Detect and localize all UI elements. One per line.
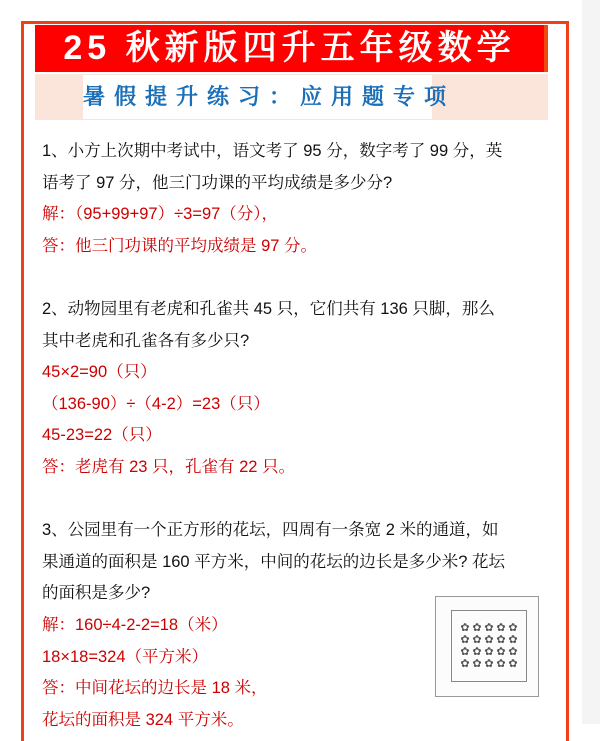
flower-icon: ✿ [472, 634, 482, 646]
answer-line: 答：老虎有 23 只，孔雀有 22 只。 [42, 457, 296, 476]
flowerbed [451, 610, 527, 682]
question-1 [42, 136, 562, 262]
solution-line: （136-90）÷（4-2）=23（只） [42, 394, 270, 413]
flower-icon: ✿ [484, 622, 494, 634]
flower-icon: ✿ [472, 646, 482, 658]
question-text: 1、小方上次期中考试中，语文考了 95 分，数字考了 99 分，英 [42, 142, 503, 160]
solution-line: 45×2=90（只） [42, 363, 157, 382]
flower-icon: ✿ [484, 658, 494, 670]
flower-icon: ✿ [508, 634, 518, 646]
solution-line: 45-23=22（只） [42, 426, 162, 445]
solution-line: 解：160÷4-2-2=18（米） [42, 615, 228, 634]
flower-icon: ✿ [460, 634, 470, 646]
question-text: 3、公园里有一个正方形的花坛，四周有一条宽 2 米的通道，如 [42, 521, 499, 540]
flower-icon: ✿ [460, 646, 470, 658]
answer-line: 答：他三门功课的平均成绩是 97 分。 [42, 236, 318, 255]
flower-icon: ✿ [472, 658, 482, 670]
question-text: 的面积是多少? [42, 584, 151, 603]
page-margin [582, 0, 600, 724]
flower-icon: ✿ [484, 646, 494, 658]
flower-icon: ✿ [496, 634, 506, 646]
question-text: 语考了 97 分，他三门功课的平均成绩是多少分? [42, 173, 393, 192]
flower-icon: ✿ [484, 634, 494, 646]
question-2 [42, 294, 562, 484]
flower-icon: ✿ [496, 622, 506, 634]
flower-icon: ✿ [496, 646, 506, 658]
subtitle-band [35, 74, 548, 120]
flower-icon: ✿ [460, 658, 470, 670]
page-subtitle: 暑假提升练习：应用题专项 [83, 75, 432, 119]
answer-line: 花坛的面积是 324 平方米。 [42, 710, 244, 729]
answer-line: 答：中间花坛的边长是 18 米， [42, 679, 268, 698]
page-title: 25 秋新版四升五年级数学 [35, 25, 548, 72]
solution-line: 解：（95+99+97）÷3=97（分）， [42, 205, 279, 224]
flower-icon: ✿ [496, 658, 506, 670]
flowerbed-diagram [435, 596, 539, 697]
solution-line: 18×18=324（平方米） [42, 647, 209, 666]
flower-icon: ✿ [508, 646, 518, 658]
flower-icon: ✿ [508, 658, 518, 670]
flower-icon: ✿ [460, 622, 470, 634]
question-text: 其中老虎和孔雀各有多少只? [42, 331, 250, 350]
flower-icon: ✿ [472, 622, 482, 634]
flower-icon: ✿ [508, 622, 518, 634]
question-text: 果通道的面积是 160 平方米，中间的花坛的边长是多少米? 花坛 [42, 552, 505, 571]
question-text: 2、动物园里有老虎和孔雀共 45 只，它们共有 136 只脚，那么 [42, 299, 495, 318]
